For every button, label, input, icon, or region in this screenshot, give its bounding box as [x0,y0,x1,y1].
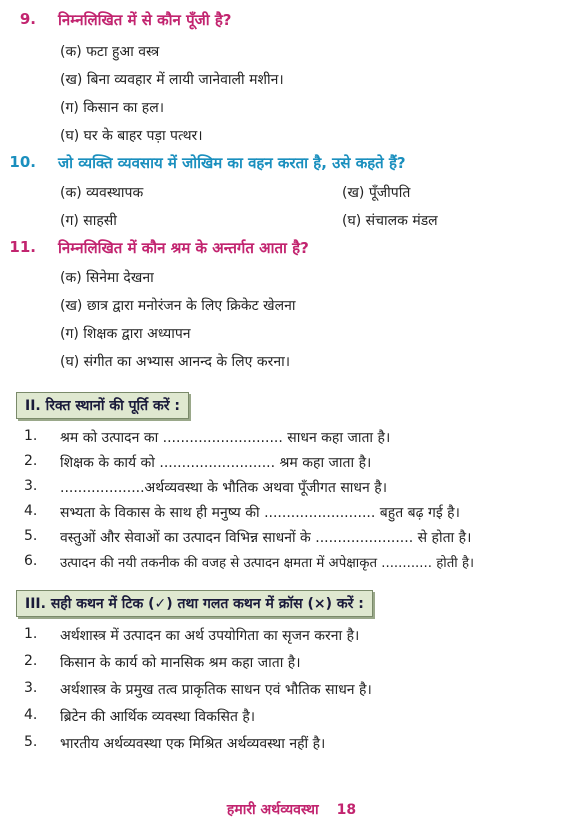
page-footer [0,800,583,819]
option: (ग) साहसी [60,213,117,229]
option: (क) व्यवस्थापक [60,185,144,201]
question-number: 9. [19,10,36,28]
option: (ख) बिना व्यवहार में लायी जानेवाली मशीन। [60,72,284,88]
question-text: जो व्यक्ति व्यवसाय में जोखिम का वहन करता है, उसे कहते हैं? [58,154,406,172]
option: (ख) छात्र द्वारा मनोरंजन के लिए क्रिकेट खेलना [60,298,296,314]
section-2-title: II. रिक्त स्थानों की पूर्ति करें : [16,392,189,419]
question-text: निम्नलिखित में से कौन पूँजी है? [58,11,232,29]
book-title: हमारी अर्थव्यवस्था [226,802,319,818]
option: (घ) घर के बाहर पड़ा पत्थर। [60,128,203,144]
option: (ग) किसान का हल। [60,100,165,116]
option: (क) सिनेमा देखना [60,270,154,286]
page-number: 18 [336,802,357,818]
option: (ख) पूँजीपति [342,185,411,201]
option: (ग) शिक्षक द्वारा अध्यापन [60,326,191,342]
question-number: 10. [9,153,36,171]
option: (घ) संचालक मंडल [342,213,438,229]
question-text: निम्नलिखित में कौन श्रम के अन्तर्गत आता है? [58,239,309,257]
question-number: 11. [9,238,36,256]
option: (क) फटा हुआ वस्त्र [60,44,160,60]
option: (घ) संगीत का अभ्यास आनन्द के लिए करना। [60,354,291,370]
section-3-title: III. सही कथन में टिक (✓) तथा गलत कथन में क्रॉस (×) करें : [16,590,373,617]
